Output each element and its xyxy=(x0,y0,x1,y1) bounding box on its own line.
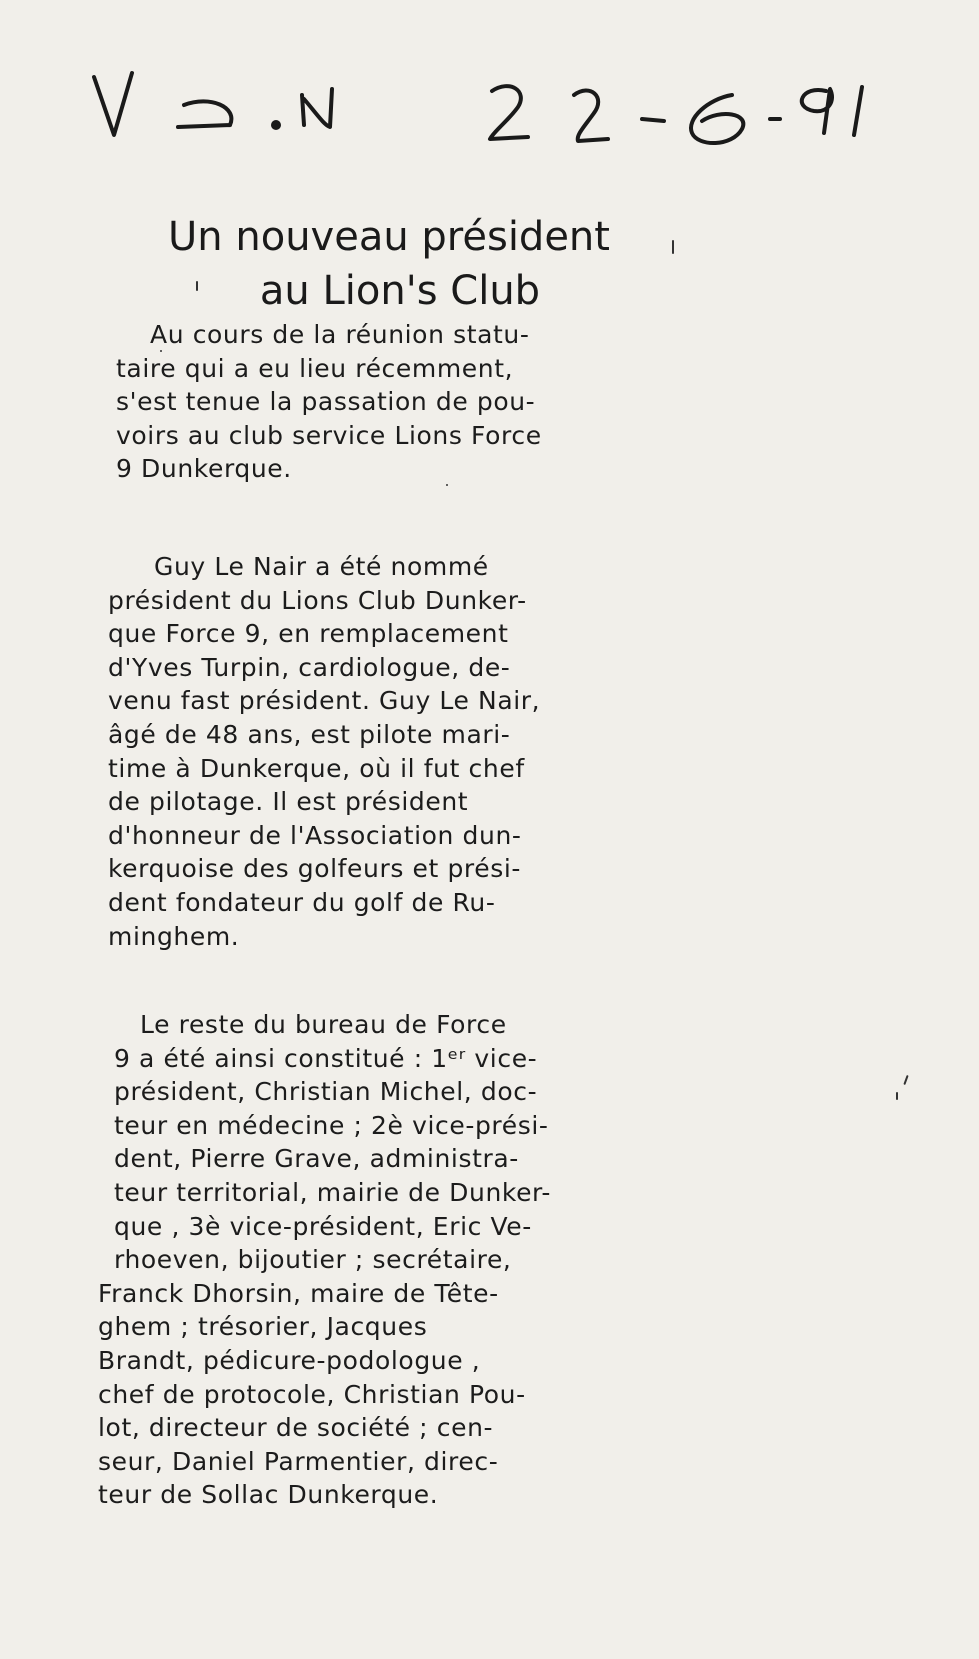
text-line xyxy=(108,752,608,786)
text-line xyxy=(108,852,608,886)
line-text: que , 3è vice-président, Eric Ve- xyxy=(114,1211,532,1241)
text-line xyxy=(108,651,608,685)
article-headline xyxy=(110,210,670,318)
line-text: seur, Daniel Parmentier, direc- xyxy=(98,1446,499,1476)
line-text: Guy Le Nair a été nommé xyxy=(154,552,489,581)
line-text: s'est tenue la passation de pou- xyxy=(116,387,536,417)
text-line xyxy=(94,1344,594,1378)
line-text: d'honneur de l'Association dun- xyxy=(108,820,522,850)
scan-speck xyxy=(160,350,162,352)
line-text: d'Yves Turpin, cardiologue, de- xyxy=(108,652,511,682)
line-text: teur en médecine ; 2è vice-prési- xyxy=(114,1110,549,1140)
line-text: kerquoise des golfeurs et prési- xyxy=(108,854,522,884)
line-text: minghem. xyxy=(108,921,240,951)
text-line xyxy=(108,886,608,920)
headline-line-1: Un nouveau président xyxy=(168,214,610,260)
line-text: dent fondateur du golf de Ru- xyxy=(108,887,496,917)
text-line xyxy=(94,1210,594,1244)
line-text: 9 Dunkerque. xyxy=(116,454,292,484)
text-line xyxy=(94,1411,594,1445)
line-text: 9 a été ainsi constitué : 1ᵉʳ vice- xyxy=(114,1043,538,1073)
line-text: Au cours de la réunion statu- xyxy=(150,320,530,349)
line-text: président, Christian Michel, doc- xyxy=(114,1077,538,1107)
scan-speck xyxy=(446,484,448,486)
scan-speck xyxy=(672,240,674,254)
paragraph-2 xyxy=(108,550,608,953)
text-line xyxy=(94,1277,594,1311)
text-line xyxy=(94,1378,594,1412)
text-line xyxy=(116,419,606,453)
text-line xyxy=(94,1075,594,1109)
line-text: time à Dunkerque, où il fut chef xyxy=(108,753,525,783)
paragraph-1 xyxy=(116,318,606,486)
line-text: dent, Pierre Grave, administra- xyxy=(114,1144,519,1174)
text-line xyxy=(94,1478,594,1512)
text-line xyxy=(108,550,608,584)
text-line xyxy=(116,318,606,352)
text-line xyxy=(108,819,608,853)
scan-speck xyxy=(903,1075,908,1085)
text-line xyxy=(94,1142,594,1176)
text-line xyxy=(94,1243,594,1277)
line-text: Brandt, pédicure-podologue , xyxy=(98,1345,481,1375)
text-line xyxy=(108,785,608,819)
scan-speck xyxy=(196,281,198,291)
line-text: Franck Dhorsin, maire de Tête- xyxy=(98,1278,499,1308)
line-text: teur territorial, mairie de Dunker- xyxy=(114,1177,551,1207)
line-text: venu fast président. Guy Le Nair, xyxy=(108,686,541,716)
line-text: chef de protocole, Christian Pou- xyxy=(98,1379,526,1409)
text-line xyxy=(116,385,606,419)
handwritten-date-annotation xyxy=(80,55,940,165)
line-text: lot, directeur de société ; cen- xyxy=(98,1413,494,1443)
line-text: de pilotage. Il est président xyxy=(108,787,469,817)
text-line xyxy=(94,1176,594,1210)
text-line xyxy=(108,920,608,954)
line-text: président du Lions Club Dunker- xyxy=(108,585,527,615)
line-text: voirs au club service Lions Force xyxy=(116,420,542,450)
text-line xyxy=(108,617,608,651)
text-line xyxy=(108,684,608,718)
line-text: taire qui a eu lieu récemment, xyxy=(116,353,514,383)
text-line xyxy=(94,1109,594,1143)
text-line xyxy=(108,584,608,618)
line-text: ghem ; trésorier, Jacques xyxy=(98,1312,428,1342)
line-text: Le reste du bureau de Force xyxy=(140,1010,507,1039)
handwriting-strokes xyxy=(80,55,940,165)
line-text: âgé de 48 ans, est pilote mari- xyxy=(108,719,511,749)
line-text: teur de Sollac Dunkerque. xyxy=(98,1480,439,1510)
text-line xyxy=(108,718,608,752)
text-line xyxy=(94,1008,594,1042)
text-line xyxy=(116,352,606,386)
text-line xyxy=(116,452,606,486)
paragraph-3 xyxy=(94,1008,594,1512)
text-line xyxy=(94,1042,594,1076)
line-text: que Force 9, en remplacement xyxy=(108,619,509,649)
scan-speck xyxy=(896,1092,898,1100)
text-line xyxy=(94,1445,594,1479)
text-line xyxy=(94,1310,594,1344)
line-text: rhoeven, bijoutier ; secrétaire, xyxy=(114,1245,512,1275)
headline-line-2: au Lion's Club xyxy=(259,268,541,314)
